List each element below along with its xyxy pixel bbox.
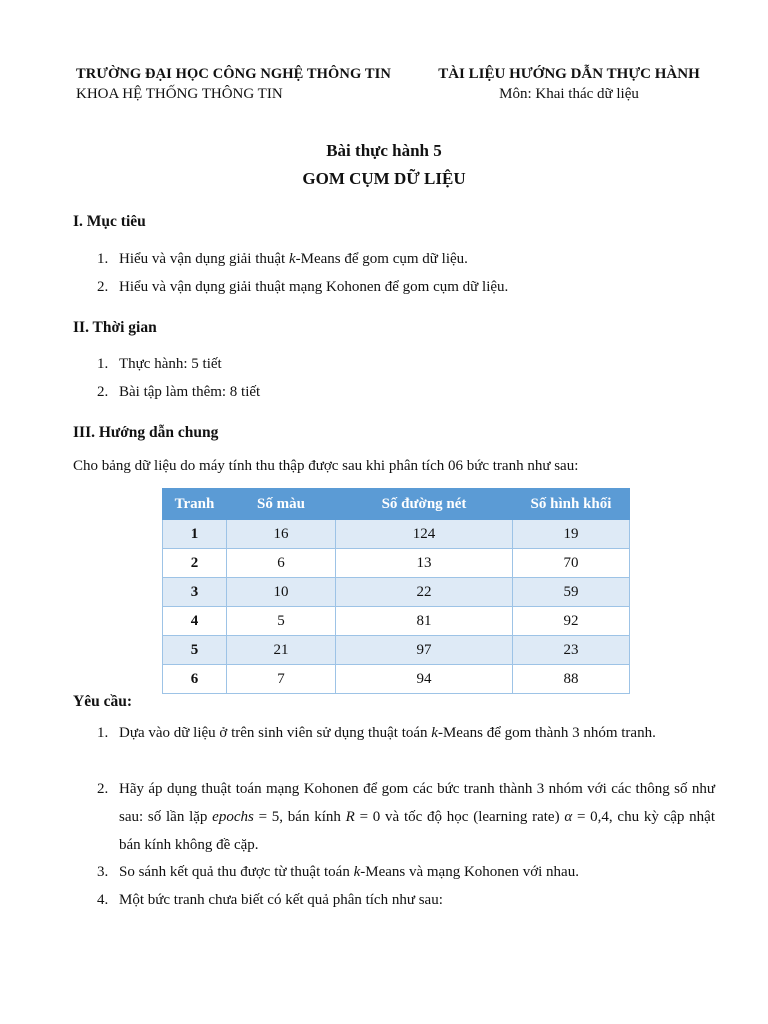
item-text-math: k [431,725,438,741]
item-number: 2. [97,384,109,400]
table-cell: 81 [336,607,513,636]
table-cell: 13 [336,549,513,578]
faculty-name: KHOA HỆ THỐNG THÔNG TIN [76,86,283,102]
item-text-post: -Means và mạng Kohonen với nhau. [360,864,579,880]
table-cell: 124 [336,520,513,549]
column-header: Số đường nét [336,489,513,520]
math-alpha: α [564,809,573,825]
item-number: 3. [97,864,109,880]
requirement-item [97,719,715,747]
course-name: Môn: Khai thác dữ liệu [499,86,639,102]
item-number: 1. [97,725,109,741]
item-text: Hiểu và vận dụng giải thuật mạng Kohonen để gom cụm dữ liệu. [119,279,509,295]
item-number: 2. [97,279,109,295]
item-text-pre: Hiểu và vận dụng giải thuật [119,251,289,267]
table-row [163,549,630,578]
requirements-heading: Yêu cầu: [73,693,132,710]
header-right [424,66,714,103]
table-row [163,665,630,694]
table-cell: 23 [513,636,630,665]
table-cell: 97 [336,636,513,665]
table-cell: 6 [163,665,227,694]
table-cell: 5 [163,636,227,665]
section-heading-guide: III. Hướng dẫn chung [73,424,219,441]
item-text-a: Hãy áp dụng thuật toán mạng Kohonen để gom các bức tranh thành 3 nhóm với các thông số như sau: số lần lặp [119,781,715,825]
header-left [76,66,391,103]
table-cell: 21 [227,636,336,665]
university-name: TRƯỜNG ĐẠI HỌC CÔNG NGHỆ THÔNG TIN [76,66,391,82]
table-row [163,520,630,549]
table-cell: 16 [227,520,336,549]
item-number: 4. [97,892,109,908]
table-cell: 10 [227,578,336,607]
item-text-math: k [353,864,361,880]
table-cell: 7 [227,665,336,694]
requirement-item [97,858,579,886]
time-item [97,350,222,378]
item-text-c: = 0 và tốc độ học (learning rate) [354,809,565,825]
intro-paragraph: Cho bảng dữ liệu do máy tính thu thập được sau khi phân tích 06 bức tranh như sau: [73,458,579,474]
table-cell: 59 [513,578,630,607]
table-row [163,607,630,636]
item-text-math: k [288,251,296,267]
column-header: Số màu [227,489,336,520]
item-text-b: = 5, bán kính [253,809,346,825]
time-item [97,378,260,406]
item-text-pre: So sánh kết quả thu được từ thuật toán [119,864,354,880]
objective-item [97,245,468,273]
item-text-d: = 0,4, chu kỳ cập nhật bán kính không đề cặp. [119,809,715,853]
requirement-item [97,775,715,859]
item-text: Thực hành: 5 tiết [119,356,222,372]
table-cell: 92 [513,607,630,636]
requirement-item [97,886,443,914]
table-cell: 88 [513,665,630,694]
table-cell: 4 [163,607,227,636]
section-heading-objectives: I. Mục tiêu [73,213,146,230]
table-cell: 5 [227,607,336,636]
table-cell: 22 [336,578,513,607]
table-cell: 6 [227,549,336,578]
math-radius: R [345,809,355,825]
math-epochs: epochs [212,809,254,825]
item-number: 1. [97,356,109,372]
section-heading-time: II. Thời gian [73,319,157,336]
column-header: Số hình khối [513,489,630,520]
item-text [119,719,715,747]
item-text-post: -Means để gom thành 3 nhóm tranh. [437,725,656,741]
table-cell: 1 [163,520,227,549]
item-text [119,775,715,859]
table-cell: 19 [513,520,630,549]
column-header: Tranh [163,489,227,520]
table-row [163,636,630,665]
data-table [162,488,630,694]
objective-item [97,273,508,301]
table-header-row [163,489,630,520]
item-text: Một bức tranh chưa biết có kết quả phân tích như sau: [119,892,443,908]
table-row [163,578,630,607]
item-text: Bài tập làm thêm: 8 tiết [119,384,261,400]
table-cell: 3 [163,578,227,607]
table-cell: 70 [513,549,630,578]
document-type: TÀI LIỆU HƯỚNG DẪN THỰC HÀNH [438,66,700,82]
lab-subtitle: GOM CỤM DỮ LIỆU [302,169,466,188]
item-number: 1. [97,251,109,267]
item-text-post: -Means để gom cụm dữ liệu. [295,251,468,267]
item-number: 2. [97,781,109,797]
lab-title: Bài thực hành 5 [326,141,442,160]
item-text-pre: Dựa vào dữ liệu ở trên sinh viên sử dụng thuật toán [119,725,432,741]
table-cell: 2 [163,549,227,578]
table-cell: 94 [336,665,513,694]
